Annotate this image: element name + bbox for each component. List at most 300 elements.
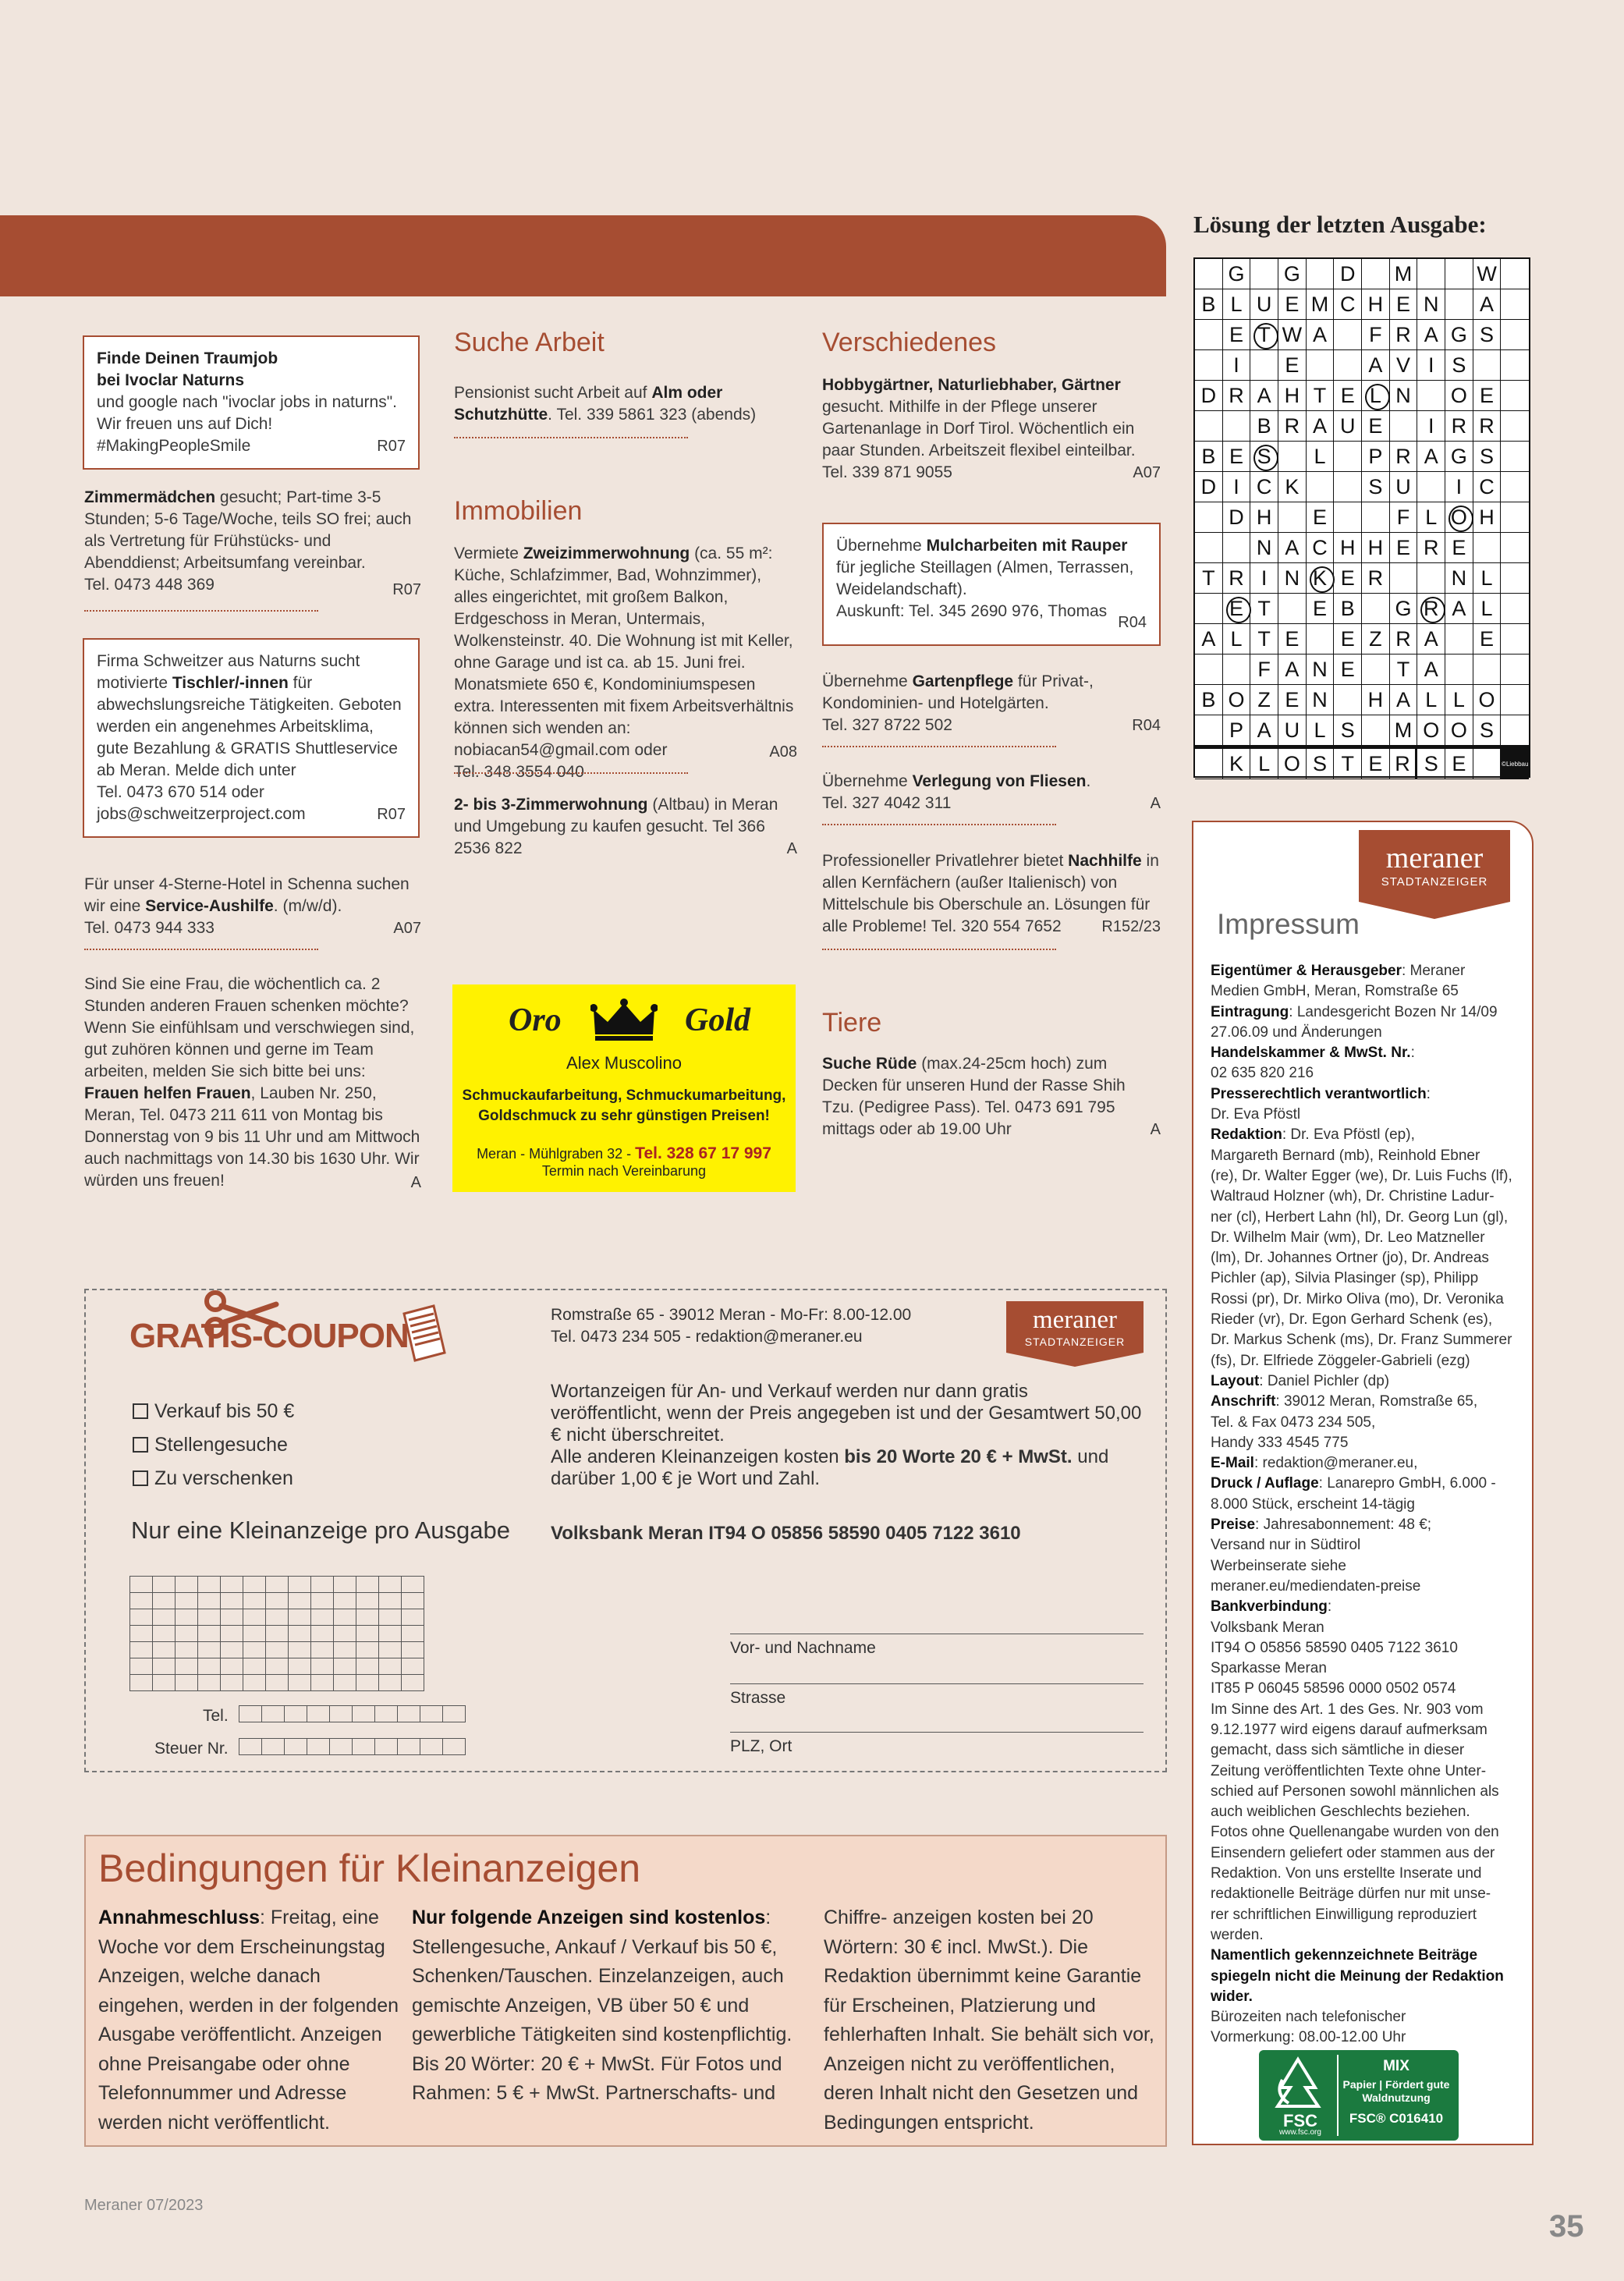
crossword-cell: U bbox=[1278, 715, 1307, 746]
crossword-cell: O bbox=[1445, 502, 1473, 533]
ad-code: R07 bbox=[377, 438, 406, 455]
grid-cell[interactable] bbox=[176, 1675, 198, 1691]
crossword-cell: C bbox=[1334, 289, 1362, 320]
ad-code: A08 bbox=[769, 743, 797, 761]
ad-mulcharbeiten bbox=[822, 523, 1161, 646]
ad-code: A07 bbox=[393, 920, 421, 937]
grid-cell[interactable] bbox=[356, 1593, 379, 1609]
grid-cell[interactable] bbox=[198, 1675, 221, 1691]
ad-ivoclar bbox=[83, 335, 420, 470]
grid-cell[interactable] bbox=[379, 1675, 402, 1691]
cond-heading: Annahmeschluss bbox=[98, 1907, 261, 1928]
crossword-cell: O bbox=[1223, 685, 1251, 715]
grid-cell[interactable] bbox=[353, 1706, 375, 1722]
crossword-cell bbox=[1195, 655, 1223, 685]
crossword-cell: U bbox=[1334, 411, 1362, 442]
oro-text: Oro bbox=[509, 1002, 562, 1038]
grid-row[interactable] bbox=[239, 1706, 466, 1722]
grid-cell[interactable] bbox=[289, 1626, 311, 1642]
grid-cell[interactable] bbox=[402, 1675, 424, 1691]
option-verkauf[interactable] bbox=[133, 1395, 294, 1428]
ad-frauen-helfen-frauen bbox=[84, 974, 421, 1194]
tel-grid[interactable] bbox=[239, 1705, 466, 1722]
crossword-row bbox=[1195, 411, 1529, 442]
grid-cell[interactable] bbox=[130, 1658, 153, 1675]
crossword-cell: U bbox=[1250, 289, 1278, 320]
grid-cell[interactable] bbox=[285, 1739, 307, 1755]
ad-body: und google nach "ivoclar jobs in naturns". Wir freuen uns auf Dich! #MakingPeopleSmile bbox=[97, 393, 397, 455]
crossword-cell: I bbox=[1250, 563, 1278, 594]
grid-cell[interactable] bbox=[311, 1658, 334, 1675]
grid-cell[interactable] bbox=[330, 1706, 353, 1722]
grid-row[interactable] bbox=[130, 1658, 424, 1675]
grid-cell[interactable] bbox=[262, 1706, 285, 1722]
ad-keyword: Frauen helfen Frauen bbox=[84, 1084, 251, 1102]
street-field[interactable] bbox=[730, 1683, 1144, 1708]
grid-cell[interactable] bbox=[176, 1658, 198, 1675]
grid-cell[interactable] bbox=[334, 1642, 356, 1658]
crossword-row bbox=[1195, 533, 1529, 563]
crossword-cell: A bbox=[1362, 350, 1390, 381]
grid-cell[interactable] bbox=[153, 1593, 176, 1609]
grid-cell[interactable] bbox=[243, 1609, 266, 1626]
ad-body: gesucht; Part-time 3-5 Stunden; 5-6 Tage/Woche, teils SO frei; auch als Vertretung für Frühstücks- und Abenddienst; Arbeitsumfang vereinbar. bbox=[84, 488, 412, 572]
grid-cell[interactable] bbox=[307, 1706, 330, 1722]
grid-cell[interactable] bbox=[198, 1658, 221, 1675]
crossword-cell bbox=[1417, 381, 1445, 411]
impressum-value: Fotos ohne Quellenangabe wurden von den bbox=[1211, 1824, 1499, 1841]
impressum-line bbox=[1211, 1166, 1523, 1187]
grid-cell[interactable] bbox=[153, 1609, 176, 1626]
ad-schweitzer bbox=[83, 638, 420, 838]
grid-cell[interactable] bbox=[266, 1626, 289, 1642]
grid-cell[interactable] bbox=[221, 1593, 243, 1609]
ad-body: , Lauben Nr. 250, Meran, Tel. 0473 211 611 von Montag bis Donnerstag von 9 bis 11 Uhr und am Mittwoch auch nachmittags von 14.30 bis 1630 Uhr. Wir würden uns freuen! bbox=[84, 1084, 420, 1190]
crossword-cell bbox=[1250, 350, 1278, 381]
grid-cell[interactable] bbox=[243, 1593, 266, 1609]
divider bbox=[822, 821, 1056, 825]
impressum-line bbox=[1211, 1105, 1523, 1125]
crossword-cell: A bbox=[1307, 411, 1335, 442]
grid-row[interactable] bbox=[130, 1593, 424, 1609]
impressum-label: Presserechtlich verantwortlich bbox=[1211, 1085, 1427, 1102]
grid-cell[interactable] bbox=[198, 1593, 221, 1609]
impressum-line bbox=[1211, 1228, 1523, 1248]
divider bbox=[454, 434, 688, 438]
crossword-cell: W bbox=[1473, 259, 1502, 289]
crossword-cell bbox=[1223, 655, 1251, 685]
crossword-cell: E bbox=[1278, 624, 1307, 655]
grid-cell[interactable] bbox=[311, 1675, 334, 1691]
grid-cell[interactable] bbox=[289, 1577, 311, 1593]
impressum-label: Redaktion bbox=[1211, 1126, 1282, 1144]
grid-cell[interactable] bbox=[153, 1675, 176, 1691]
crossword-cell: H bbox=[1278, 381, 1307, 411]
impressum-line bbox=[1211, 1822, 1523, 1843]
crossword-cell: R bbox=[1417, 533, 1445, 563]
crossword-cell: E bbox=[1445, 533, 1473, 563]
impressum-value: rer schriftlichen Einwilligung reproduziert bbox=[1211, 1906, 1477, 1923]
grid-cell[interactable] bbox=[353, 1739, 375, 1755]
logo-subtext: STADTANZEIGER bbox=[1024, 1336, 1126, 1348]
impressum-value: gemacht, dass sich sämtliche in dieser bbox=[1211, 1742, 1465, 1759]
impressum-line bbox=[1211, 2007, 1523, 2027]
ad-body: Firma Schweitzer aus Naturns sucht motivierte bbox=[97, 652, 360, 692]
grid-row[interactable] bbox=[130, 1609, 424, 1626]
impressum-value: werden. bbox=[1211, 1926, 1264, 1943]
ad-nachhilfe bbox=[822, 850, 1161, 938]
grid-cell[interactable] bbox=[153, 1626, 176, 1642]
newspaper-icon bbox=[396, 1301, 451, 1364]
impressum-value: schied auf Personen sowohl männlichen als bbox=[1211, 1783, 1499, 1800]
crossword-row bbox=[1195, 594, 1529, 624]
checkbox[interactable] bbox=[133, 1470, 148, 1486]
grid-cell[interactable] bbox=[243, 1577, 266, 1593]
divider bbox=[84, 945, 318, 950]
crossword-cell: D bbox=[1195, 381, 1223, 411]
ad-code: A bbox=[1150, 1121, 1161, 1138]
ad-keyword: Verlegung von Fliesen bbox=[912, 772, 1087, 790]
crossword-cell bbox=[1195, 320, 1223, 350]
fsc-paper: Papier | Fördert gute Waldnutzung bbox=[1342, 2078, 1450, 2104]
issue-label: Meraner 07/2023 bbox=[84, 2197, 204, 2214]
grid-cell[interactable] bbox=[334, 1658, 356, 1675]
grid-cell[interactable] bbox=[130, 1593, 153, 1609]
crossword-cell bbox=[1473, 533, 1502, 563]
crossword-cell bbox=[1195, 411, 1223, 442]
grid-cell[interactable] bbox=[130, 1626, 153, 1642]
crossword-cell: K bbox=[1278, 472, 1307, 502]
grid-cell[interactable] bbox=[266, 1577, 289, 1593]
impressum-line bbox=[1211, 2027, 1523, 2048]
crossword-cell: T bbox=[1195, 563, 1223, 594]
impressum-line bbox=[1211, 1658, 1523, 1679]
crossword-cell: L bbox=[1417, 502, 1445, 533]
grid-cell[interactable] bbox=[398, 1706, 420, 1722]
grid-cell[interactable] bbox=[443, 1706, 466, 1722]
grid-cell[interactable] bbox=[311, 1626, 334, 1642]
impressum-line bbox=[1211, 1023, 1523, 1043]
crossword-cell bbox=[1307, 350, 1335, 381]
impressum-line bbox=[1211, 1289, 1523, 1310]
grid-cell[interactable] bbox=[402, 1609, 424, 1626]
grid-row[interactable] bbox=[130, 1577, 424, 1593]
crossword-cell: A bbox=[1278, 655, 1307, 685]
grid-cell[interactable] bbox=[130, 1609, 153, 1626]
logo-subtext: STADTANZEIGER bbox=[1381, 875, 1488, 889]
crossword-cell: O bbox=[1445, 715, 1473, 746]
crossword-cell: R bbox=[1390, 320, 1418, 350]
crossword-cell: F bbox=[1390, 502, 1418, 533]
impressum-value: : 39012 Meran, Romstraße 65, bbox=[1275, 1393, 1478, 1410]
grid-cell[interactable] bbox=[130, 1675, 153, 1691]
grid-cell[interactable] bbox=[402, 1593, 424, 1609]
grid-cell[interactable] bbox=[420, 1739, 443, 1755]
crossword-cell: R bbox=[1278, 411, 1307, 442]
crossword-cell bbox=[1362, 502, 1390, 533]
impressum-value: Im Sinne des Art. 1 des Ges. Nr. 903 vom bbox=[1211, 1701, 1484, 1718]
grid-cell[interactable] bbox=[198, 1577, 221, 1593]
crossword-cell: L bbox=[1473, 594, 1502, 624]
grid-cell[interactable] bbox=[289, 1609, 311, 1626]
ad-keyword: Gartenpflege bbox=[912, 672, 1014, 690]
info-text: Wortanzeigen für An- und Verkauf werden nur dann gratis veröffentlicht, wenn der Preis angegeben ist und der Gesamtwert 50,00 € nicht überschreitet. bbox=[551, 1381, 1142, 1446]
ad-keyword: Nachhilfe bbox=[1068, 852, 1142, 870]
grid-cell[interactable] bbox=[379, 1626, 402, 1642]
text-grid[interactable] bbox=[129, 1576, 424, 1691]
grid-cell[interactable] bbox=[221, 1609, 243, 1626]
grid-cell[interactable] bbox=[375, 1739, 398, 1755]
grid-cell[interactable] bbox=[266, 1593, 289, 1609]
grid-cell[interactable] bbox=[289, 1658, 311, 1675]
grid-cell[interactable] bbox=[334, 1626, 356, 1642]
grid-cell[interactable] bbox=[356, 1609, 379, 1626]
crossword-cell: E bbox=[1334, 624, 1362, 655]
grid-cell[interactable] bbox=[402, 1642, 424, 1658]
crossword-cell: ©Liebbau bbox=[1501, 749, 1529, 779]
grid-cell[interactable] bbox=[221, 1626, 243, 1642]
field-label: Strasse bbox=[730, 1689, 786, 1707]
grid-cell[interactable] bbox=[221, 1577, 243, 1593]
ad-tel: Tel. 339 871 9055 bbox=[822, 463, 952, 481]
grid-cell[interactable] bbox=[334, 1593, 356, 1609]
grid-cell[interactable] bbox=[262, 1739, 285, 1755]
oro-desc: Schmuckaufarbeitung, Schmuckumarbeitung, Goldschmuck zu sehr günstigen Preisen! bbox=[462, 1087, 786, 1124]
grid-cell[interactable] bbox=[243, 1626, 266, 1642]
impressum-line bbox=[1211, 1515, 1523, 1535]
impressum-line bbox=[1211, 1679, 1523, 1699]
crossword-cell: E bbox=[1362, 749, 1390, 779]
impressum-value: Sparkasse Meran bbox=[1211, 1660, 1327, 1677]
ad-body: für Privat-, Kondominien- und Hotelgärten. bbox=[822, 672, 1094, 712]
grid-cell[interactable] bbox=[356, 1577, 379, 1593]
grid-cell[interactable] bbox=[266, 1658, 289, 1675]
ad-body: gesucht. Mithilfe in der Pflege unserer Gartenanlage in Dorf Tirol. Wöchentlich ein paar Stunden. Arbeitszeit flexibel einteilbar. bbox=[822, 398, 1136, 459]
grid-cell[interactable] bbox=[153, 1577, 176, 1593]
impressum-value: IT85 P 06045 58596 0000 0502 0574 bbox=[1211, 1680, 1456, 1697]
checkbox[interactable] bbox=[133, 1437, 148, 1453]
grid-cell[interactable] bbox=[130, 1642, 153, 1658]
oro-termin: Termin nach Vereinbarung bbox=[541, 1163, 707, 1179]
crossword-cell: L bbox=[1473, 563, 1502, 594]
grid-cell[interactable] bbox=[289, 1642, 311, 1658]
impressum-line bbox=[1211, 1577, 1523, 1597]
crossword-cell: R bbox=[1445, 411, 1473, 442]
crossword-cell: E bbox=[1278, 685, 1307, 715]
grid-cell[interactable] bbox=[330, 1739, 353, 1755]
ad-tel: Tel. 327 8722 502 bbox=[822, 716, 952, 734]
grid-cell[interactable] bbox=[198, 1626, 221, 1642]
grid-cell[interactable] bbox=[356, 1675, 379, 1691]
grid-cell[interactable] bbox=[402, 1577, 424, 1593]
coupon-contact: Tel. 0473 234 505 - redaktion@meraner.eu bbox=[551, 1328, 863, 1346]
ad-keyword: Alm oder Schutzhütte bbox=[454, 384, 723, 424]
crossword-cell: G bbox=[1223, 259, 1251, 289]
grid-cell[interactable] bbox=[239, 1739, 262, 1755]
grid-cell[interactable] bbox=[379, 1609, 402, 1626]
grid-cell[interactable] bbox=[176, 1642, 198, 1658]
grid-cell[interactable] bbox=[334, 1609, 356, 1626]
conditions-col2 bbox=[412, 1903, 794, 2109]
crossword-cell: N bbox=[1250, 533, 1278, 563]
impressum-value: redaktionelle Beiträge dürfen nur mit unse- bbox=[1211, 1885, 1491, 1903]
grid-cell[interactable] bbox=[375, 1706, 398, 1722]
crossword-cell: C bbox=[1307, 533, 1335, 563]
grid-cell[interactable] bbox=[307, 1739, 330, 1755]
plz-field[interactable] bbox=[730, 1732, 1144, 1756]
grid-cell[interactable] bbox=[379, 1658, 402, 1675]
impressum-line bbox=[1211, 1043, 1523, 1063]
crossword-cell bbox=[1362, 655, 1390, 685]
ad-tel: Tel. 348 3554 040 bbox=[454, 763, 584, 781]
grid-cell[interactable] bbox=[266, 1609, 289, 1626]
grid-cell[interactable] bbox=[289, 1675, 311, 1691]
crossword-row bbox=[1195, 381, 1529, 411]
grid-cell[interactable] bbox=[356, 1626, 379, 1642]
crossword-cell: R bbox=[1417, 594, 1445, 624]
crossword-row bbox=[1195, 746, 1529, 776]
crossword-cell bbox=[1501, 411, 1529, 442]
grid-cell[interactable] bbox=[379, 1577, 402, 1593]
impressum-value: Waltraud Holzner (wh), Dr. Christine Ladur- bbox=[1211, 1188, 1495, 1205]
grid-cell[interactable] bbox=[311, 1609, 334, 1626]
coupon-title: GRATIS-COUPON bbox=[129, 1317, 409, 1355]
logo-text: meraner bbox=[1385, 842, 1484, 874]
grid-cell[interactable] bbox=[356, 1658, 379, 1675]
grid-cell[interactable] bbox=[311, 1593, 334, 1609]
steuer-grid[interactable] bbox=[239, 1738, 466, 1755]
impressum-value: : bbox=[1327, 1598, 1332, 1616]
grid-cell[interactable] bbox=[266, 1642, 289, 1658]
solution-title: Lösung der letzten Ausgabe: bbox=[1193, 211, 1487, 238]
impressum-line bbox=[1211, 961, 1523, 981]
grid-row[interactable] bbox=[239, 1739, 466, 1755]
crossword-cell: E bbox=[1223, 320, 1251, 350]
crossword-cell: N bbox=[1307, 685, 1335, 715]
grid-cell[interactable] bbox=[379, 1593, 402, 1609]
conditions-box bbox=[84, 1835, 1167, 2147]
grid-cell[interactable] bbox=[243, 1642, 266, 1658]
grid-cell[interactable] bbox=[176, 1626, 198, 1642]
crossword-cell bbox=[1334, 502, 1362, 533]
ad-body: (ca. 55 m²: Küche, Schlafzimmer, Bad, Wohnzimmer), alles eingerichtet, mit großem Balkon, Erdgeschoss in Meran, Untermais, Wolkensteinstr. 40. Die Wohnung ist mit Keller, ohne Garage und ist ca. ab 15. Juni frei. Monatsmiete 650 €, Kondominiumspesen extra. Interessenten mit fixem Arbeitsverhältnis können sich wenden an: nobiacan54@gmail.com oder bbox=[454, 545, 794, 759]
grid-cell[interactable] bbox=[443, 1739, 466, 1755]
grid-cell[interactable] bbox=[398, 1739, 420, 1755]
grid-cell[interactable] bbox=[402, 1626, 424, 1642]
checkbox[interactable] bbox=[133, 1403, 148, 1419]
crossword-cell bbox=[1501, 533, 1529, 563]
ad-email: jobs@schweitzerproject.com bbox=[97, 805, 306, 823]
conditions-col3 bbox=[824, 1903, 1159, 2137]
impressum-line bbox=[1211, 1433, 1523, 1453]
ad-headline: bei Ivoclar Naturns bbox=[97, 371, 245, 389]
grid-row[interactable] bbox=[130, 1675, 424, 1691]
impressum-value: Bürozeiten nach telefonischer bbox=[1211, 2009, 1406, 2026]
grid-row[interactable] bbox=[130, 1642, 424, 1658]
grid-cell[interactable] bbox=[243, 1675, 266, 1691]
impressum-line bbox=[1211, 1761, 1523, 1782]
grid-cell[interactable] bbox=[198, 1609, 221, 1626]
impressum-value: 8.000 Stück, erscheint 14-tägig bbox=[1211, 1495, 1415, 1513]
grid-cell[interactable] bbox=[379, 1642, 402, 1658]
crossword-cell bbox=[1195, 533, 1223, 563]
impressum-line bbox=[1211, 1125, 1523, 1145]
impressum-label: Namentlich gekennzeichnete Beiträge spiegeln nicht die Meinung der Redaktion wider. bbox=[1211, 1947, 1504, 2005]
impressum-line bbox=[1211, 1330, 1523, 1350]
grid-cell[interactable] bbox=[221, 1675, 243, 1691]
grid-cell[interactable] bbox=[130, 1577, 153, 1593]
grid-cell[interactable] bbox=[243, 1658, 266, 1675]
cond-text: Chiffre- anzeigen kosten bei 20 Wörtern: 30 € incl. MwSt.). Die Redaktion übernimmt keine Garantie für Erscheinen, Platzierung und fehlerhaften Inhalt. Sie behält sich vor, Anzeigen nicht zu veröffentlichen, deren Inhalt nicht den Gesetzen und Bedingungen entspricht. bbox=[824, 1907, 1154, 2134]
grid-cell[interactable] bbox=[289, 1593, 311, 1609]
crossword-cell: R bbox=[1223, 381, 1251, 411]
grid-cell[interactable] bbox=[356, 1642, 379, 1658]
option-stellengesuche[interactable] bbox=[133, 1428, 294, 1462]
grid-cell[interactable] bbox=[221, 1642, 243, 1658]
crossword-cell bbox=[1501, 502, 1529, 533]
grid-cell[interactable] bbox=[334, 1577, 356, 1593]
grid-cell[interactable] bbox=[153, 1658, 176, 1675]
grid-cell[interactable] bbox=[402, 1658, 424, 1675]
crossword-cell: D bbox=[1195, 472, 1223, 502]
name-field[interactable] bbox=[730, 1634, 1144, 1658]
impressum-line bbox=[1211, 1084, 1523, 1105]
ad-tel: Tel. 0473 670 514 oder bbox=[97, 783, 264, 801]
gold-text: Gold bbox=[685, 1002, 750, 1038]
grid-cell[interactable] bbox=[420, 1706, 443, 1722]
grid-cell[interactable] bbox=[266, 1675, 289, 1691]
crossword-cell: B bbox=[1195, 289, 1223, 320]
grid-cell[interactable] bbox=[285, 1706, 307, 1722]
ad-tel: Tel. 0473 944 333 bbox=[84, 919, 215, 937]
grid-cell[interactable] bbox=[176, 1593, 198, 1609]
grid-cell[interactable] bbox=[198, 1642, 221, 1658]
crossword-cell: T bbox=[1307, 381, 1335, 411]
crossword-cell: O bbox=[1445, 381, 1473, 411]
grid-row[interactable] bbox=[130, 1626, 424, 1642]
grid-cell[interactable] bbox=[176, 1577, 198, 1593]
grid-cell[interactable] bbox=[176, 1609, 198, 1626]
grid-cell[interactable] bbox=[221, 1658, 243, 1675]
option-label: Zu verschenken bbox=[154, 1467, 293, 1489]
crossword-cell: C bbox=[1250, 472, 1278, 502]
crossword-cell: A bbox=[1307, 320, 1335, 350]
crossword-cell bbox=[1390, 563, 1418, 594]
crossword-cell: M bbox=[1390, 715, 1418, 746]
impressum-value: 27.06.09 und Änderungen bbox=[1211, 1023, 1382, 1041]
crossword-cell: I bbox=[1223, 472, 1251, 502]
crossword-cell: A bbox=[1417, 624, 1445, 655]
grid-cell[interactable] bbox=[239, 1706, 262, 1722]
grid-cell[interactable] bbox=[153, 1642, 176, 1658]
ad-body: Übernehme bbox=[822, 772, 913, 790]
crossword-cell: O bbox=[1473, 685, 1502, 715]
impressum-value: (re), Dr. Walter Egger (we), Dr. Luis Fuchs (lf), bbox=[1211, 1167, 1512, 1184]
crossword-cell bbox=[1445, 624, 1473, 655]
ad-fliesen bbox=[822, 771, 1161, 814]
grid-cell[interactable] bbox=[311, 1642, 334, 1658]
crossword-cell: F bbox=[1250, 655, 1278, 685]
crossword-cell: H bbox=[1362, 685, 1390, 715]
grid-cell[interactable] bbox=[311, 1577, 334, 1593]
oro-address: Meran - Mühlgraben 32 - bbox=[477, 1146, 636, 1162]
impressum-value: 9.12.1977 wird eigens darauf aufmerksam bbox=[1211, 1721, 1487, 1738]
option-verschenken[interactable] bbox=[133, 1462, 294, 1495]
crossword-row bbox=[1195, 442, 1529, 472]
oro-name: Alex Muscolino bbox=[566, 1053, 682, 1073]
grid-cell[interactable] bbox=[334, 1675, 356, 1691]
impressum-value: : Daniel Pichler (dp) bbox=[1259, 1372, 1390, 1389]
